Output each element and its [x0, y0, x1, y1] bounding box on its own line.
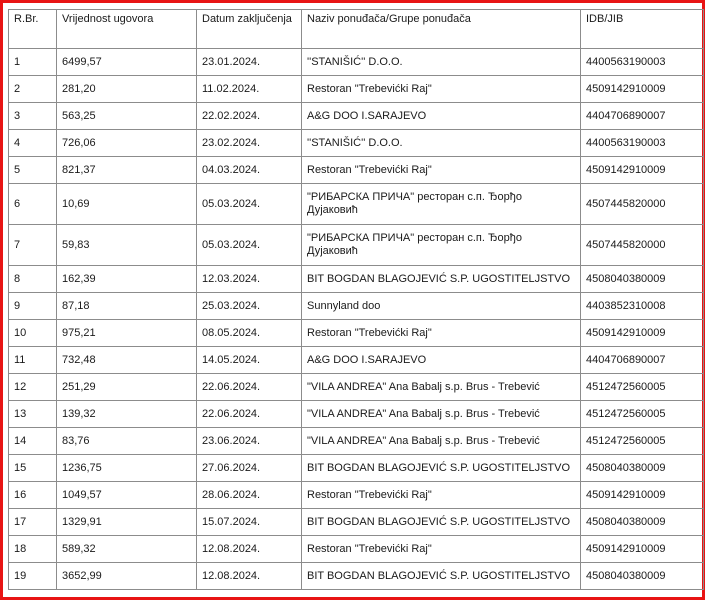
- cell-datum: 04.03.2024.: [197, 157, 302, 184]
- cell-datum: 23.01.2024.: [197, 49, 302, 76]
- cell-rbr: 9: [9, 293, 57, 320]
- table-row: [9, 49, 704, 76]
- table-row: [9, 455, 704, 482]
- cell-idb: 4509142910009: [581, 320, 704, 347]
- cell-datum: 14.05.2024.: [197, 347, 302, 374]
- cell-rbr: 11: [9, 347, 57, 374]
- header-idb: IDB/JIB: [581, 10, 704, 49]
- cell-vrijednost: 975,21: [57, 320, 197, 347]
- table-row: [9, 76, 704, 103]
- cell-vrijednost: 162,39: [57, 266, 197, 293]
- cell-vrijednost: 281,20: [57, 76, 197, 103]
- cell-vrijednost: 6499,57: [57, 49, 197, 76]
- table-row: [9, 401, 704, 428]
- cell-vrijednost: 83,76: [57, 428, 197, 455]
- cell-idb: 4507445820000: [581, 225, 704, 266]
- cell-rbr: 16: [9, 482, 57, 509]
- cell-idb: 4508040380009: [581, 455, 704, 482]
- cell-idb: 4403852310008: [581, 293, 704, 320]
- cell-vrijednost: 726,06: [57, 130, 197, 157]
- cell-vrijednost: 1049,57: [57, 482, 197, 509]
- cell-rbr: 10: [9, 320, 57, 347]
- cell-datum: 05.03.2024.: [197, 225, 302, 266]
- cell-rbr: 3: [9, 103, 57, 130]
- cell-idb: 4508040380009: [581, 509, 704, 536]
- cell-naziv: Restoran "Trebevićki Raj": [302, 320, 581, 347]
- cell-idb: 4404706890007: [581, 347, 704, 374]
- cell-vrijednost: 59,83: [57, 225, 197, 266]
- cell-vrijednost: 87,18: [57, 293, 197, 320]
- cell-naziv: Sunnyland doo: [302, 293, 581, 320]
- table-row: [9, 374, 704, 401]
- header-vrijednost: Vrijednost ugovora: [57, 10, 197, 49]
- header-rbr: R.Br.: [9, 10, 57, 49]
- cell-idb: 4509142910009: [581, 157, 704, 184]
- cell-idb: 4512472560005: [581, 374, 704, 401]
- cell-idb: 4509142910009: [581, 76, 704, 103]
- table-body: [9, 49, 704, 590]
- table-row: [9, 509, 704, 536]
- contracts-table: [8, 9, 704, 590]
- cell-vrijednost: 732,48: [57, 347, 197, 374]
- cell-naziv: BIT BOGDAN BLAGOJEVIĆ S.P. UGOSTITELJSTVO: [302, 266, 581, 293]
- table-row: [9, 536, 704, 563]
- cell-rbr: 1: [9, 49, 57, 76]
- cell-datum: 23.02.2024.: [197, 130, 302, 157]
- cell-datum: 05.03.2024.: [197, 184, 302, 225]
- table-row: [9, 266, 704, 293]
- cell-rbr: 8: [9, 266, 57, 293]
- cell-rbr: 6: [9, 184, 57, 225]
- cell-vrijednost: 251,29: [57, 374, 197, 401]
- cell-rbr: 7: [9, 225, 57, 266]
- table-row: [9, 482, 704, 509]
- header-naziv: Naziv ponuđača/Grupe ponuđača: [302, 10, 581, 49]
- cell-naziv: Restoran "Trebevićki Raj": [302, 157, 581, 184]
- cell-datum: 25.03.2024.: [197, 293, 302, 320]
- table-row: [9, 320, 704, 347]
- table-row: [9, 293, 704, 320]
- cell-naziv: "VILA ANDREA" Ana Babalj s.p. Brus - Trebević: [302, 401, 581, 428]
- cell-vrijednost: 1329,91: [57, 509, 197, 536]
- cell-rbr: 2: [9, 76, 57, 103]
- cell-rbr: 13: [9, 401, 57, 428]
- cell-rbr: 12: [9, 374, 57, 401]
- cell-rbr: 5: [9, 157, 57, 184]
- cell-naziv: BIT BOGDAN BLAGOJEVIĆ S.P. UGOSTITELJSTVO: [302, 455, 581, 482]
- cell-idb: 4400563190003: [581, 49, 704, 76]
- table-row: [9, 184, 704, 225]
- cell-datum: 12.08.2024.: [197, 563, 302, 590]
- table-header-row: [9, 10, 704, 49]
- cell-rbr: 15: [9, 455, 57, 482]
- cell-datum: 22.06.2024.: [197, 401, 302, 428]
- cell-idb: 4508040380009: [581, 266, 704, 293]
- cell-vrijednost: 10,69: [57, 184, 197, 225]
- cell-vrijednost: 3652,99: [57, 563, 197, 590]
- cell-datum: 11.02.2024.: [197, 76, 302, 103]
- cell-naziv: Restoran "Trebevićki Raj": [302, 76, 581, 103]
- table-row: [9, 347, 704, 374]
- cell-naziv: BIT BOGDAN BLAGOJEVIĆ S.P. UGOSTITELJSTVO: [302, 509, 581, 536]
- cell-rbr: 17: [9, 509, 57, 536]
- cell-datum: 15.07.2024.: [197, 509, 302, 536]
- table-row: [9, 563, 704, 590]
- cell-datum: 22.02.2024.: [197, 103, 302, 130]
- cell-datum: 27.06.2024.: [197, 455, 302, 482]
- cell-naziv: "РИБАРСКА ПРИЧА" ресторан с.п. Ђорђо Дујаковић: [302, 184, 581, 225]
- cell-naziv: A&G DOO I.SARAJEVO: [302, 347, 581, 374]
- cell-idb: 4512472560005: [581, 428, 704, 455]
- cell-naziv: "РИБАРСКА ПРИЧА" ресторан с.п. Ђорђо Дујаковић: [302, 225, 581, 266]
- header-datum: Datum zaključenja: [197, 10, 302, 49]
- table-row: [9, 428, 704, 455]
- cell-datum: 28.06.2024.: [197, 482, 302, 509]
- cell-rbr: 19: [9, 563, 57, 590]
- cell-vrijednost: 821,37: [57, 157, 197, 184]
- table-row: [9, 157, 704, 184]
- table-row: [9, 225, 704, 266]
- cell-naziv: "VILA ANDREA" Ana Babalj s.p. Brus - Trebević: [302, 428, 581, 455]
- cell-rbr: 4: [9, 130, 57, 157]
- cell-idb: 4512472560005: [581, 401, 704, 428]
- cell-naziv: "VILA ANDREA" Ana Babalj s.p. Brus - Trebević: [302, 374, 581, 401]
- cell-idb: 4509142910009: [581, 536, 704, 563]
- cell-naziv: BIT BOGDAN BLAGOJEVIĆ S.P. UGOSTITELJSTVO: [302, 563, 581, 590]
- cell-datum: 08.05.2024.: [197, 320, 302, 347]
- cell-vrijednost: 1236,75: [57, 455, 197, 482]
- cell-vrijednost: 139,32: [57, 401, 197, 428]
- cell-datum: 22.06.2024.: [197, 374, 302, 401]
- table-row: [9, 130, 704, 157]
- cell-idb: 4507445820000: [581, 184, 704, 225]
- cell-naziv: A&G DOO I.SARAJEVO: [302, 103, 581, 130]
- cell-datum: 12.08.2024.: [197, 536, 302, 563]
- cell-naziv: ''STANIŠIĆ'' D.O.O.: [302, 130, 581, 157]
- cell-idb: 4400563190003: [581, 130, 704, 157]
- cell-vrijednost: 589,32: [57, 536, 197, 563]
- cell-idb: 4508040380009: [581, 563, 704, 590]
- cell-idb: 4509142910009: [581, 482, 704, 509]
- cell-datum: 23.06.2024.: [197, 428, 302, 455]
- cell-datum: 12.03.2024.: [197, 266, 302, 293]
- cell-idb: 4404706890007: [581, 103, 704, 130]
- cell-rbr: 14: [9, 428, 57, 455]
- cell-vrijednost: 563,25: [57, 103, 197, 130]
- cell-naziv: Restoran "Trebevićki Raj": [302, 482, 581, 509]
- cell-naziv: ''STANIŠIĆ'' D.O.O.: [302, 49, 581, 76]
- table-row: [9, 103, 704, 130]
- cell-naziv: Restoran "Trebevićki Raj": [302, 536, 581, 563]
- cell-rbr: 18: [9, 536, 57, 563]
